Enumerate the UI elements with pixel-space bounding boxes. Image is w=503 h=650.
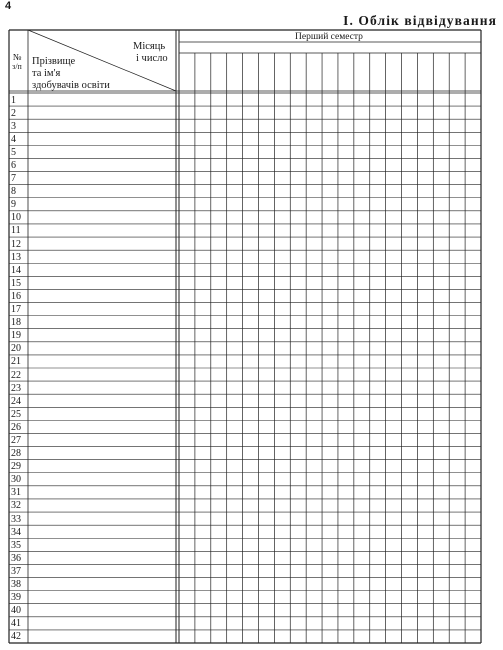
row-number: 23 (11, 382, 21, 394)
row-number: 4 (11, 133, 16, 145)
row-number: 19 (11, 330, 21, 342)
row-number: 12 (11, 238, 21, 250)
semester-label: Перший семестр (295, 32, 363, 42)
row-number: 2 (11, 107, 16, 119)
page-number: 4 (5, 0, 12, 12)
row-number: 1 (11, 94, 16, 106)
row-number: 29 (11, 461, 21, 473)
row-number: 13 (11, 251, 21, 263)
row-number: 11 (11, 225, 21, 237)
row-number: 6 (11, 159, 16, 171)
row-number: 40 (11, 605, 21, 617)
row-number: 25 (11, 408, 21, 420)
row-number: 10 (11, 212, 21, 224)
row-number: 20 (11, 343, 21, 355)
row-number: 18 (11, 317, 21, 329)
students-label: здобувачів освіти (32, 80, 110, 91)
row-number: 3 (11, 120, 16, 132)
row-number: 39 (11, 592, 21, 604)
number-subscript: з/п (12, 62, 22, 71)
month-label: Місяць (133, 41, 166, 52)
row-number: 28 (11, 448, 21, 460)
row-number: 21 (11, 356, 21, 368)
row-number: 15 (11, 277, 21, 289)
row-number: 7 (11, 173, 16, 185)
row-number: 30 (11, 474, 21, 486)
row-number: 24 (11, 395, 21, 407)
row-number: 34 (11, 526, 21, 538)
number-sign: № (12, 52, 22, 62)
row-number: 16 (11, 290, 21, 302)
row-number: 22 (11, 369, 21, 381)
row-number: 14 (11, 264, 21, 276)
row-number: 32 (11, 500, 21, 512)
row-number: 9 (11, 199, 16, 211)
row-number: 27 (11, 434, 21, 446)
row-number: 38 (11, 579, 21, 591)
row-number: 33 (11, 513, 21, 525)
surname-label: Прізвище (32, 56, 76, 67)
row-number: 17 (11, 304, 21, 316)
row-number: 42 (11, 631, 21, 643)
row-number: 8 (11, 186, 16, 198)
row-number: 26 (11, 421, 21, 433)
row-number: 36 (11, 552, 21, 564)
row-number: 5 (11, 146, 16, 158)
page-title: І. Облік відвідування (343, 13, 497, 28)
row-number: 37 (11, 565, 21, 577)
number-header (7, 52, 27, 72)
row-number: 31 (11, 487, 21, 499)
firstname-label: та ім'я (32, 68, 61, 79)
row-number: 41 (11, 618, 21, 630)
row-number: 35 (11, 539, 21, 551)
day-label: і число (136, 53, 168, 64)
